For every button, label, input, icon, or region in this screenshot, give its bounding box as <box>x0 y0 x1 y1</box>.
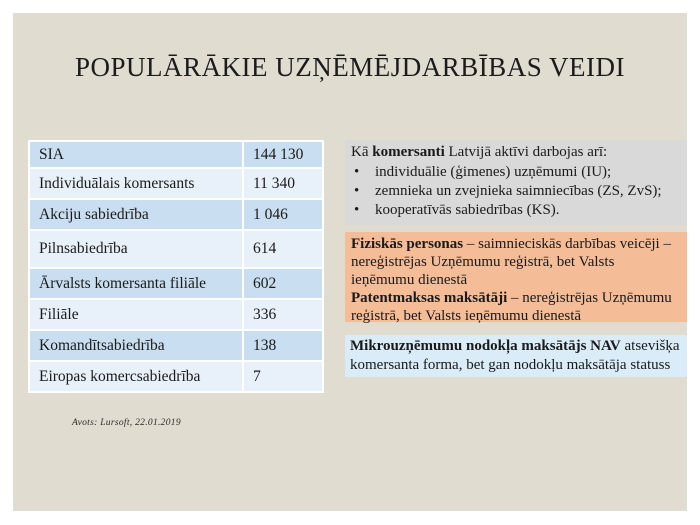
table-row <box>29 230 323 268</box>
mikrouznemumu-text: atsevišķa komersanta forma, bet gan nodokļu maksātāja statuss <box>350 338 680 373</box>
mikrouznemumu-paragraph <box>350 337 682 375</box>
company-type-label: Akciju sabiedrība <box>29 199 243 230</box>
table-row <box>29 168 323 199</box>
komersanti-intro-suffix: Latvijā aktīvi darbojas arī: <box>444 144 608 160</box>
fiziskas-personas-text: – saimnieciskās darbības veicēji – nereģistrējas Uzņēmumu reģistrā, bet Valsts ieņēmumu dienestā <box>351 236 671 288</box>
patentmaksas-bold: Patentmaksas maksātāji <box>351 290 508 306</box>
company-type-count: 138 <box>243 330 323 361</box>
table-row <box>29 199 323 230</box>
fiziskas-personas-bold: Fiziskās personas <box>351 236 464 252</box>
company-type-label: Individuālais komersants <box>29 168 243 199</box>
komersanti-intro-prefix: Kā <box>351 144 373 160</box>
table-row <box>29 299 323 330</box>
company-types-table <box>28 140 324 393</box>
company-type-count: 7 <box>243 361 323 392</box>
company-type-label: Filiāle <box>29 299 243 330</box>
company-type-label: Komandītsabiedrība <box>29 330 243 361</box>
company-type-count: 602 <box>243 268 323 299</box>
fiziskas-personas-info-box <box>345 232 687 322</box>
komersanti-bullet-list <box>351 163 681 220</box>
slide-title: POPULĀRĀKIE UZŅĒMĒJDARBĪBAS VEIDI <box>74 52 625 82</box>
komersanti-info-box <box>345 140 687 225</box>
table-row <box>29 361 323 392</box>
source-note: Avots: Lursoft, 22.01.2019 <box>72 418 181 428</box>
mikrouznemumu-bold: Mikrouzņēmumu nodokļa maksātājs NAV <box>350 338 621 354</box>
bullet-item: • kooperatīvās sabiedrības (KS). <box>351 201 681 220</box>
patentmaksas-paragraph <box>351 289 681 325</box>
company-type-count: 11 340 <box>243 168 323 199</box>
table-row <box>29 330 323 361</box>
company-type-count: 144 130 <box>243 141 323 168</box>
komersanti-intro-bold: komersanti <box>372 144 445 160</box>
patentmaksas-text: – nereģistrējas Uzņēmumu reģistrā, bet Valsts ieņēmumu dienestā <box>351 290 672 324</box>
mikrouznemumu-info-box <box>345 335 687 377</box>
company-type-count: 1 046 <box>243 199 323 230</box>
company-type-count: 614 <box>243 230 323 268</box>
slide-canvas <box>13 13 687 511</box>
komersanti-intro <box>351 143 681 162</box>
company-type-label: Eiropas komercsabiedrība <box>29 361 243 392</box>
bullet-item: • zemnieka un zvejnieka saimniecības (ZS, ZvS); <box>351 182 681 201</box>
table-row <box>29 268 323 299</box>
table-row <box>29 141 323 168</box>
bullet-item: • individuālie (ģimenes) uzņēmumi (IU); <box>351 163 681 182</box>
fiziskas-personas-paragraph <box>351 235 681 289</box>
company-type-count: 336 <box>243 299 323 330</box>
company-type-label: SIA <box>29 141 243 168</box>
company-type-label: Ārvalsts komersanta filiāle <box>29 268 243 299</box>
company-type-label: Pilnsabiedrība <box>29 230 243 268</box>
